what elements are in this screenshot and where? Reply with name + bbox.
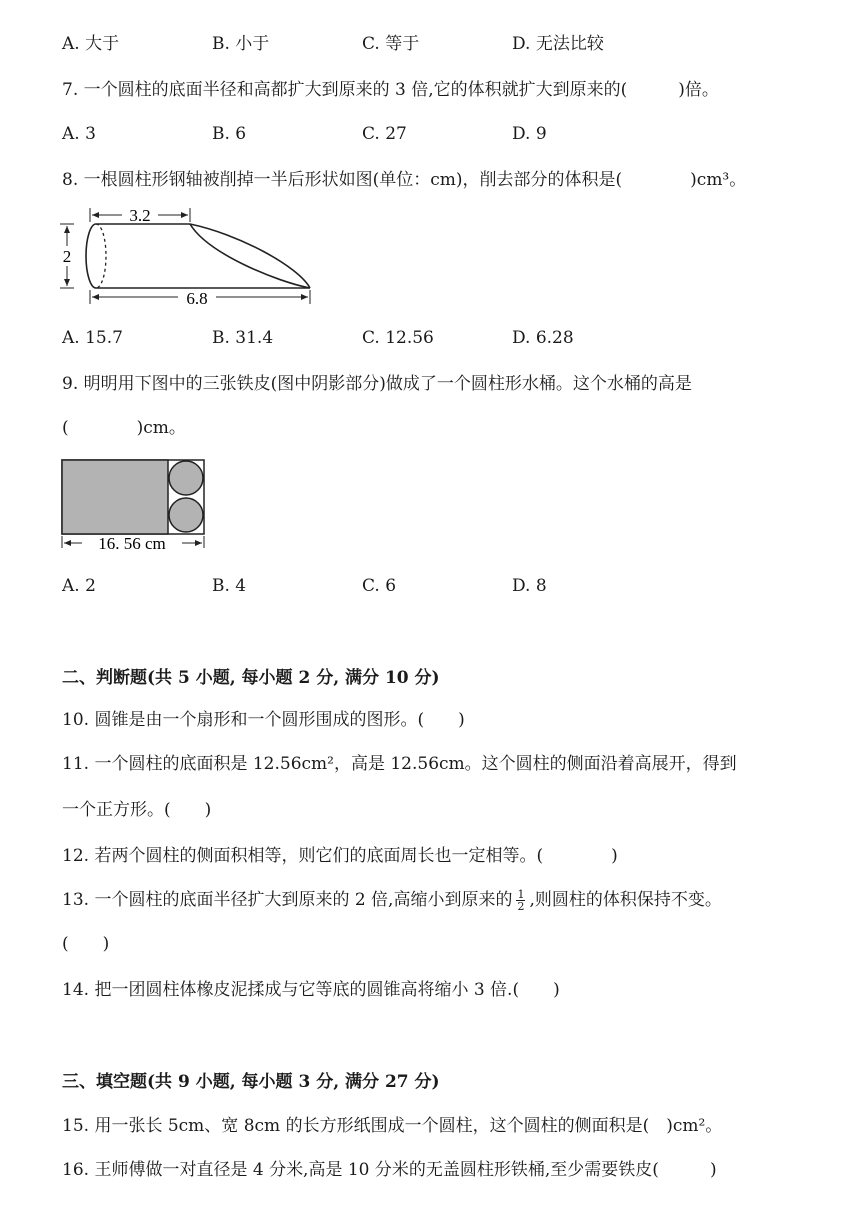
q10-text: 10. 圆锥是由一个扇形和一个圆形围成的图形。( )	[62, 710, 465, 730]
q7-option-b: B. 6	[212, 124, 247, 144]
q9-option-d: D. 8	[512, 576, 547, 596]
q9-iron-sheet-figure	[58, 458, 210, 552]
q8-steel-shaft-figure	[58, 204, 320, 308]
q9-option-a: A. 2	[62, 576, 96, 596]
q9-width-label: 16. 56 cm	[98, 534, 166, 552]
q13-text-part-b: ,则圆柱的体积保持不变。	[529, 890, 722, 910]
q8-option-c: C. 12.56	[362, 328, 434, 348]
q8-top-length-label: 3.2	[129, 206, 151, 225]
q13-fraction-numerator: 1	[517, 888, 525, 901]
q6-option-b: B. 小于	[212, 34, 270, 54]
q14-text: 14. 把一团圆柱体橡皮泥揉成与它等底的圆锥高将缩小 3 倍.( )	[62, 980, 560, 1000]
q7-option-a: A. 3	[62, 124, 96, 144]
q7-option-d: D. 9	[512, 124, 547, 144]
q6-option-c: C. 等于	[362, 34, 420, 54]
q7-text: 7. 一个圆柱的底面半径和高都扩大到原来的 3 倍,它的体积就扩大到原来的( )倍。	[62, 80, 719, 100]
q8-diameter-label: 2	[62, 247, 72, 266]
q9-text-line2: ( )cm。	[62, 418, 186, 438]
q8-option-a: A. 15.7	[62, 328, 123, 348]
q13-fraction	[516, 889, 525, 912]
q8-bottom-length-label: 6.8	[186, 289, 208, 308]
q15-text: 15. 用一张长 5cm、宽 8cm 的长方形纸围成一个圆柱，这个圆柱的侧面积是( )cm²。	[62, 1116, 723, 1136]
q7-option-c: C. 27	[362, 124, 407, 144]
q6-option-d: D. 无法比较	[512, 34, 604, 54]
q11-text-line2: 一个正方形。( )	[62, 800, 212, 820]
section3-heading: 三、填空题(共 9 小题, 每小题 3 分, 满分 27 分)	[62, 1072, 440, 1092]
q12-text: 12. 若两个圆柱的侧面积相等，则它们的底面周长也一定相等。( )	[62, 846, 618, 866]
q13-text-part-a: 13. 一个圆柱的底面半径扩大到原来的 2 倍,高缩小到原来的	[62, 890, 513, 910]
q8-option-b: B. 31.4	[212, 328, 274, 348]
q6-option-a: A. 大于	[62, 34, 120, 54]
q9-option-c: C. 6	[362, 576, 397, 596]
q16-text: 16. 王师傅做一对直径是 4 分米,高是 10 分米的无盖圆柱形铁桶,至少需要铁皮( )	[62, 1160, 717, 1180]
q11-text-line1: 11. 一个圆柱的底面积是 12.56cm²，高是 12.56cm。这个圆柱的侧面沿着高展开，得到	[62, 754, 737, 774]
q9-option-b: B. 4	[212, 576, 247, 596]
q13-text-line2: ( )	[62, 934, 110, 954]
q9-text-line1: 9. 明明用下图中的三张铁皮(图中阴影部分)做成了一个圆柱形水桶。这个水桶的高是	[62, 374, 692, 394]
q13-fraction-denominator: 2	[517, 900, 525, 913]
section2-heading: 二、判断题(共 5 小题, 每小题 2 分, 满分 10 分)	[62, 668, 440, 688]
q13-text-line1	[62, 888, 722, 912]
q8-text: 8. 一根圆柱形钢轴被削掉一半后形状如图(单位：cm)，削去部分的体积是( )cm³。	[62, 170, 747, 190]
q8-option-d: D. 6.28	[512, 328, 574, 348]
